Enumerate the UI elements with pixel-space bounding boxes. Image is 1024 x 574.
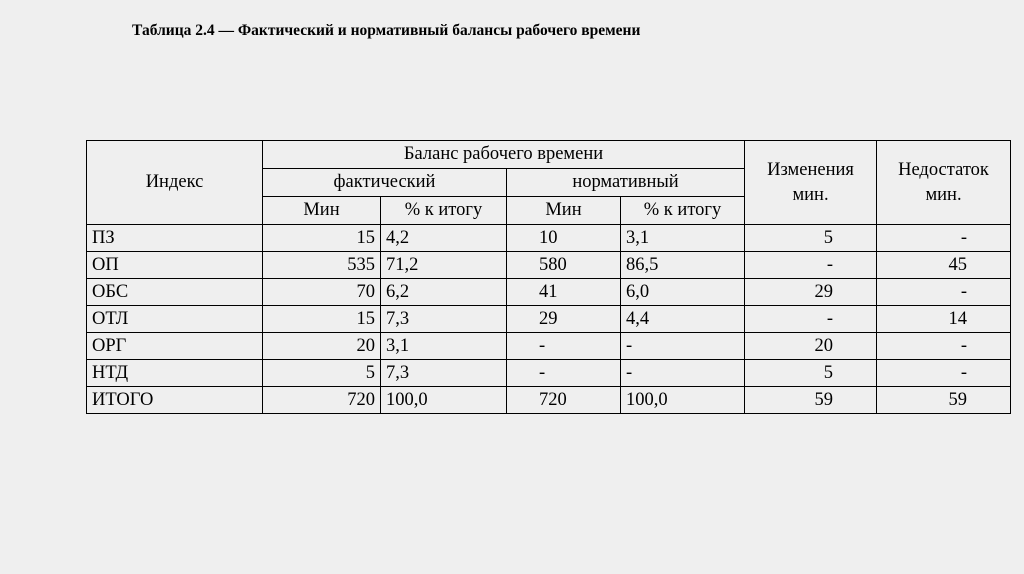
cell-actual-min: 5 (263, 360, 381, 387)
cell-norm-pct: 6,0 (621, 279, 745, 306)
table-row (87, 387, 1011, 414)
cell-actual-min: 15 (263, 306, 381, 333)
table-caption: Таблица 2.4 — Фактический и нормативный балансы рабочего времени (132, 22, 641, 39)
header-index: Индекс (87, 141, 263, 225)
cell-actual-pct: 100,0 (381, 387, 507, 414)
cell-index: НТД (87, 360, 263, 387)
cell-changes: - (745, 252, 877, 279)
table-row (87, 333, 1011, 360)
cell-shortage: 45 (877, 252, 1011, 279)
header-changes (745, 141, 877, 225)
table-row (87, 225, 1011, 252)
header-shortage-line1: Недостаток (898, 159, 989, 180)
cell-norm-min: 29 (507, 306, 621, 333)
cell-norm-min: - (507, 360, 621, 387)
cell-changes: 20 (745, 333, 877, 360)
table-row (87, 252, 1011, 279)
cell-norm-min: 580 (507, 252, 621, 279)
cell-index: ПЗ (87, 225, 263, 252)
cell-shortage: - (877, 225, 1011, 252)
header-changes-line1: Изменения (767, 159, 854, 180)
cell-index: ОБС (87, 279, 263, 306)
header-normative: нормативный (507, 169, 745, 197)
table-row (87, 306, 1011, 333)
header-norm-pct: % к итогу (621, 197, 745, 225)
cell-shortage: 14 (877, 306, 1011, 333)
cell-norm-pct: 86,5 (621, 252, 745, 279)
cell-norm-pct: - (621, 360, 745, 387)
cell-actual-min: 720 (263, 387, 381, 414)
cell-actual-min: 70 (263, 279, 381, 306)
cell-actual-min: 535 (263, 252, 381, 279)
header-changes-line2: мин. (792, 184, 829, 205)
header-shortage-line2: мин. (925, 184, 962, 205)
cell-changes: - (745, 306, 877, 333)
cell-norm-pct: - (621, 333, 745, 360)
cell-index: ОП (87, 252, 263, 279)
cell-shortage: - (877, 279, 1011, 306)
header-norm-min: Мин (507, 197, 621, 225)
cell-norm-pct: 4,4 (621, 306, 745, 333)
cell-changes: 5 (745, 360, 877, 387)
cell-actual-pct: 71,2 (381, 252, 507, 279)
cell-norm-min: - (507, 333, 621, 360)
cell-actual-min: 20 (263, 333, 381, 360)
header-actual-pct: % к итогу (381, 197, 507, 225)
header-actual: фактический (263, 169, 507, 197)
cell-norm-min: 720 (507, 387, 621, 414)
cell-norm-min: 10 (507, 225, 621, 252)
cell-actual-pct: 3,1 (381, 333, 507, 360)
cell-changes: 5 (745, 225, 877, 252)
cell-changes: 29 (745, 279, 877, 306)
cell-index: ИТОГО (87, 387, 263, 414)
cell-norm-pct: 3,1 (621, 225, 745, 252)
header-balance-group: Баланс рабочего времени (263, 141, 745, 169)
cell-index: ОТЛ (87, 306, 263, 333)
header-row-1 (87, 141, 1011, 169)
cell-norm-min: 41 (507, 279, 621, 306)
table-row (87, 360, 1011, 387)
cell-shortage: - (877, 333, 1011, 360)
cell-changes: 59 (745, 387, 877, 414)
cell-index: ОРГ (87, 333, 263, 360)
cell-actual-pct: 6,2 (381, 279, 507, 306)
work-time-balance-table (86, 140, 1011, 414)
cell-norm-pct: 100,0 (621, 387, 745, 414)
cell-shortage: - (877, 360, 1011, 387)
cell-actual-pct: 4,2 (381, 225, 507, 252)
header-shortage (877, 141, 1011, 225)
cell-actual-pct: 7,3 (381, 360, 507, 387)
cell-actual-pct: 7,3 (381, 306, 507, 333)
cell-shortage: 59 (877, 387, 1011, 414)
table-row (87, 279, 1011, 306)
cell-actual-min: 15 (263, 225, 381, 252)
header-actual-min: Мин (263, 197, 381, 225)
